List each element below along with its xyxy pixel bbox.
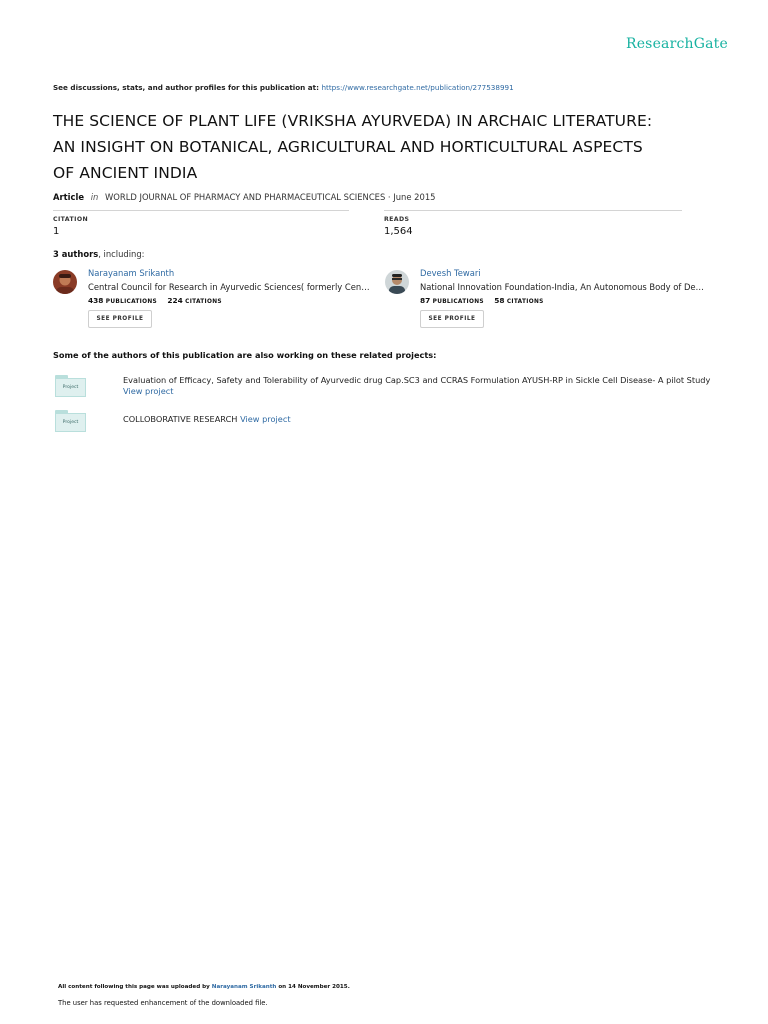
journal-date: WORLD JOURNAL OF PHARMACY AND PHARMACEUTICAL SCIENCES · June 2015 <box>105 192 436 202</box>
avatar-photo-icon <box>53 270 77 294</box>
avatar-photo-icon <box>385 270 409 294</box>
author-stats <box>88 296 383 305</box>
see-profile-button[interactable]: SEE PROFILE <box>420 310 484 328</box>
project-folder-icon[interactable] <box>55 375 86 397</box>
authors-suffix: , including: <box>98 249 145 259</box>
publication-url-link[interactable]: https://www.researchgate.net/publication/277538991 <box>321 83 514 92</box>
view-project-link[interactable]: View project <box>240 414 291 424</box>
author-stats <box>420 296 715 305</box>
author-institution: National Innovation Foundation-India, An Autonomous Body of De… <box>420 282 704 292</box>
divider-left <box>53 210 349 211</box>
publication-title: THE SCIENCE OF PLANT LIFE (VRIKSHA AYURVEDA) IN ARCHAIC LITERATURE: AN INSIGHT ON BOTANICAL, AGRICULTURAL AND HORTICULTURAL ASPECTS OF ANCIENT INDIA <box>53 112 653 182</box>
upload-prefix: All content following this page was uploaded by <box>58 984 210 990</box>
uploader-link[interactable]: Narayanam Srikanth <box>211 984 277 990</box>
author-name-link[interactable]: Narayanam Srikanth <box>88 268 175 278</box>
authors-count: 3 authors <box>53 249 99 259</box>
author-publications-count: 438 <box>88 296 104 305</box>
folder-label: Project <box>55 378 86 397</box>
author-citations-count: 58 <box>494 296 505 305</box>
reads-label: READS <box>384 216 410 223</box>
article-type: Article <box>53 192 85 202</box>
project-title: Evaluation of Efficacy, Safety and Tolerability of Ayurvedic drug Cap.SC3 and CCRAS Formulation AYUSH-RP in Sickle Cell Disease- A pilot Study <box>123 375 711 385</box>
author-publications-label: PUBLICATIONS <box>105 299 157 305</box>
author-citations-label: CITATIONS <box>506 299 544 305</box>
researchgate-logo[interactable]: ResearchGate <box>625 36 728 52</box>
project-folder-icon[interactable] <box>55 410 86 432</box>
author-publications-count: 87 <box>420 296 431 305</box>
author-citations-count: 224 <box>167 296 183 305</box>
project-description <box>123 375 713 397</box>
folder-label: Project <box>55 413 86 432</box>
related-projects-heading: Some of the authors of this publication are also working on these related projects: <box>53 350 437 360</box>
see-profile-button[interactable]: SEE PROFILE <box>88 310 152 328</box>
author-info <box>88 268 383 305</box>
upload-note <box>58 984 350 990</box>
project-description <box>123 414 713 425</box>
reads-value: 1,564 <box>384 226 413 237</box>
author-info <box>420 268 715 305</box>
citation-label: CITATION <box>53 216 89 223</box>
see-discussions-text: See discussions, stats, and author profiles for this publication at: <box>53 83 319 92</box>
avatar[interactable] <box>53 270 77 294</box>
article-meta <box>53 192 435 202</box>
in-label: in <box>90 192 99 202</box>
authors-summary <box>53 249 145 259</box>
avatar[interactable] <box>385 270 409 294</box>
view-project-link[interactable]: View project <box>123 386 174 396</box>
upload-suffix: on 14 November 2015. <box>278 984 350 990</box>
project-title: COLLOBORATIVE RESEARCH <box>123 414 238 424</box>
author-publications-label: PUBLICATIONS <box>432 299 484 305</box>
enhancement-note: The user has requested enhancement of the downloaded file. <box>58 999 268 1007</box>
author-institution: Central Council for Research in Ayurvedic Sciences( formerly Cen… <box>88 282 370 292</box>
author-name-link[interactable]: Devesh Tewari <box>420 268 481 278</box>
author-citations-label: CITATIONS <box>185 299 222 305</box>
citation-value: 1 <box>53 226 60 237</box>
see-discussions-line <box>53 83 514 92</box>
divider-right <box>384 210 682 211</box>
